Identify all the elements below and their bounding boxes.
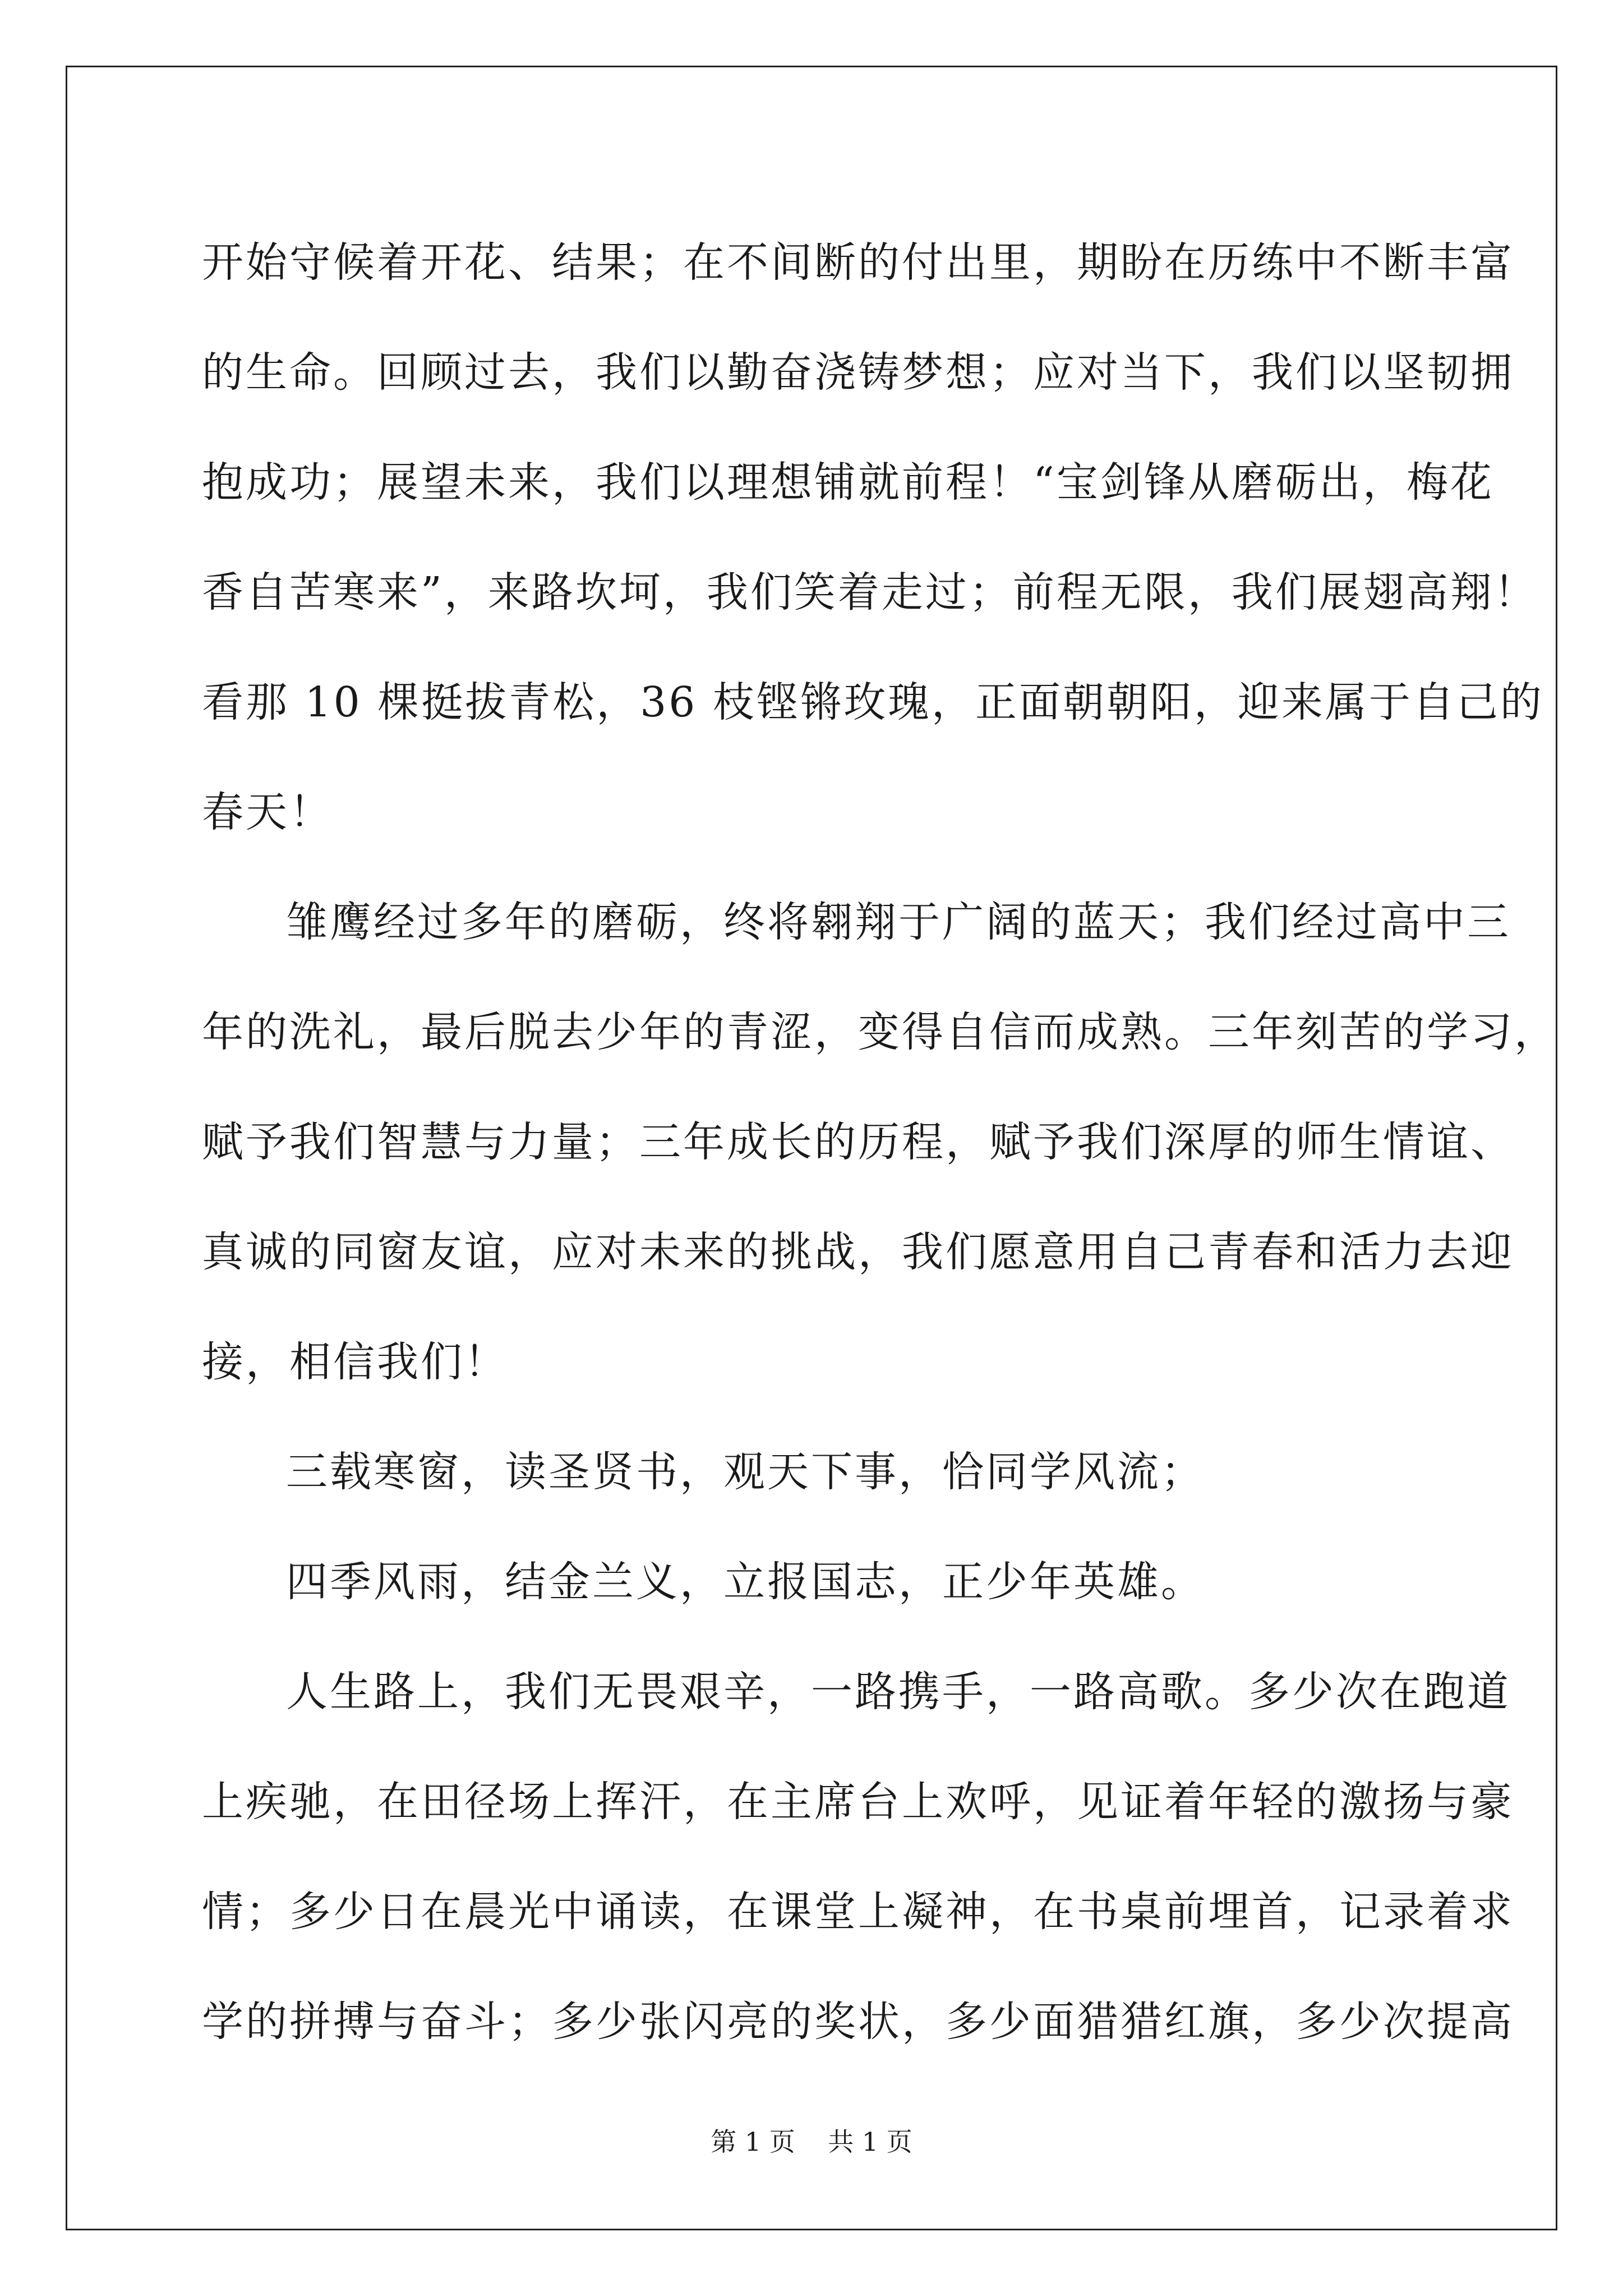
text-line: 香自苦寒来”，来路坎坷，我们笑着走过；前程无限，我们展翅高翔！ (202, 568, 1538, 616)
paragraph-start-line: 雏鹰经过多年的磨砺，终将翱翔于广阔的蓝天；我们经过高中三 (286, 898, 1511, 946)
paragraph-start-line: 人生路上，我们无畏艰辛，一路携手，一路高歌。多少次在跑道 (286, 1668, 1511, 1716)
text-line: 赋予我们智慧与力量；三年成长的历程，赋予我们深厚的师生情谊、 (202, 1118, 1514, 1166)
text-line: 春天！ (202, 788, 333, 836)
text-line: 接，相信我们！ (202, 1338, 508, 1386)
text-line: 年的洗礼，最后脱去少年的青涩，变得自信而成熟。三年刻苦的学习， (202, 1008, 1558, 1056)
document-body (202, 208, 1558, 2077)
text-line: 的生命。回顾过去，我们以勤奋浇铸梦想；应对当下，我们以坚韧拥 (202, 348, 1514, 397)
paragraph-start-line: 四季风雨，结金兰义，立报国志，正少年英雄。 (286, 1558, 1205, 1606)
paragraph-start-line: 三载寒窗，读圣贤书，观天下事，恰同学风流； (286, 1448, 1205, 1496)
text-line: 抱成功；展望未来，我们以理想铺就前程！“宝剑锋从磨砺出，梅花 (202, 458, 1494, 507)
text-line: 看那 10 棵挺拔青松，36 枝铿锵玫瑰，正面朝朝阳，迎来属于自己的 (202, 678, 1544, 726)
text-line: 真诚的同窗友谊，应对未来的挑战，我们愿意用自己青春和活力去迎 (202, 1228, 1514, 1276)
text-line: 开始守候着开花、结果；在不间断的付出里，期盼在历练中不断丰富 (202, 238, 1514, 287)
page-number-footer: 第 1 页 共 1 页 (711, 2127, 912, 2157)
text-line: 上疾驰，在田径场上挥汗，在主席台上欢呼，见证着年轻的激扬与豪 (202, 1778, 1514, 1826)
text-line: 情；多少日在晨光中诵读，在课堂上凝神，在书桌前埋首，记录着求 (202, 1888, 1514, 1936)
text-line: 学的拼搏与奋斗；多少张闪亮的奖状，多少面猎猎红旗，多少次提高 (202, 1998, 1514, 2046)
